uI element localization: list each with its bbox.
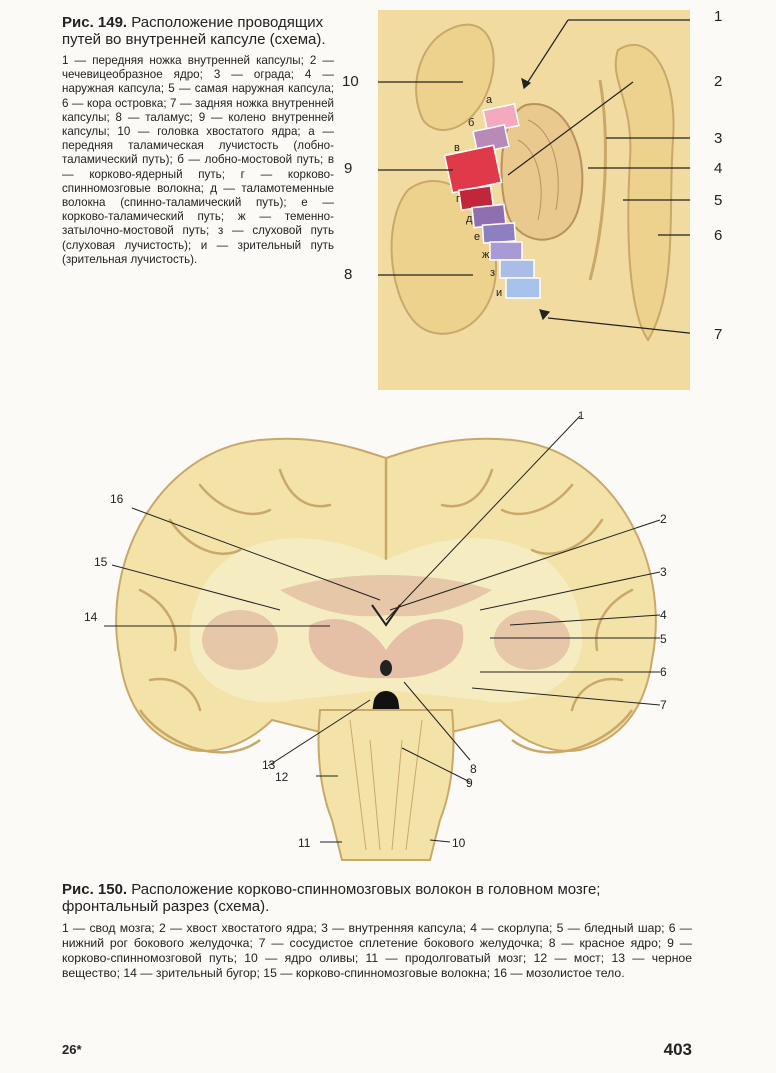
fig150-label-5: 5 xyxy=(660,632,667,646)
fig149-label-7: 7 xyxy=(714,326,723,343)
page-footer xyxy=(62,1040,692,1064)
frontal-brain-section-diagram xyxy=(80,410,692,880)
figure-150-title-text: Расположение корково-спинномозговых волокон в головном мозге; фронтальный разрез (схема). xyxy=(62,881,601,915)
fig149-label-9: 9 xyxy=(344,160,353,177)
tract-letter: в xyxy=(454,142,460,154)
figure-149-caption xyxy=(62,14,334,267)
fig150-label-14: 14 xyxy=(84,610,98,624)
tract-letter: б xyxy=(468,117,475,129)
tract-letter: ж xyxy=(482,249,490,261)
fig150-label-10: 10 xyxy=(452,836,466,850)
tract-letter: д xyxy=(466,213,473,225)
tract-block xyxy=(500,260,534,278)
tract-block xyxy=(482,223,515,243)
tract-letter: а xyxy=(486,94,493,106)
figure-150-title xyxy=(62,881,692,915)
fig150-label-7: 7 xyxy=(660,698,667,712)
fig150-label-15: 15 xyxy=(94,555,108,569)
figure-149-title xyxy=(62,14,334,48)
printer-signature: 26* xyxy=(62,1042,82,1057)
fig149-label-10: 10 xyxy=(342,73,359,90)
fig150-label-9: 9 xyxy=(466,776,473,790)
fig150-label-8: 8 xyxy=(470,762,477,776)
fig149-label-8: 8 xyxy=(344,266,353,283)
page-number: 403 xyxy=(663,1040,692,1059)
fig149-label-1: 1 xyxy=(714,8,723,25)
figure-149-illustration xyxy=(378,10,690,390)
figure-150-caption xyxy=(62,881,692,981)
fig150-label-11: 11 xyxy=(298,836,311,850)
fig150-label-13: 13 xyxy=(262,758,276,772)
fig149-label-6: 6 xyxy=(714,227,723,244)
figure-149-legend: 1 — передняя ножка внутренней капсулы; 2 — чечевицеобразное ядро; 3 — ограда; 4 — наружная капсула; 5 — самая наружная капсула; 6 — кора островка; 7 — задняя ножка внутренней капсулы; 8 — таламус; 9 — колено внутренней капсулы; 10 — головка хвостатого ядра; а — передняя таламическая лучистость (лобно-таламический путь); б — лобно-мостовой путь; в — корково-ядерный путь; г — корково-спинномозговые волокна; д — таламотеменные волокна (спинно-таламический путь); е — корково-таламический путь; ж — теменно-затылочно-мостовой путь; з — слуховой путь (слуховая лучистость); и — зрительный путь (зрительная лучистость). xyxy=(62,54,334,266)
figure-149-title-text: Расположение проводящих путей во внутренней капсуле (схема). xyxy=(62,14,326,48)
tract-letter: з xyxy=(490,267,496,279)
fig149-label-5: 5 xyxy=(714,192,723,209)
fig150-label-16: 16 xyxy=(110,492,124,506)
internal-capsule-diagram xyxy=(378,10,690,390)
figure-150-illustration xyxy=(80,410,692,880)
fig150-label-2: 2 xyxy=(660,512,667,526)
tract-block xyxy=(506,278,540,298)
figure-149-label: Рис. 149. xyxy=(62,14,128,31)
figure-150-legend: 1 — свод мозга; 2 — хвост хвостатого ядра; 3 — внутренняя капсула; 4 — скорлупа; 5 — бледный шар; 6 — нижний рог бокового желудочка; 7 — сосудистое сплетение бокового желудочка; 8 — красное ядро; 9 — корково-спинномозговой путь; 10 — ядро оливы; 11 — продолговатый мозг; 12 — мост; 13 — черное вещество; 14 — зрительный бугор; 15 — корково-спинномозговые волокна; 16 — мозолистое тело. xyxy=(62,921,692,980)
tract-letter: г xyxy=(456,193,461,205)
fig150-label-6: 6 xyxy=(660,665,667,679)
fig150-label-4: 4 xyxy=(660,608,667,622)
fig150-label-12: 12 xyxy=(275,770,289,784)
fig150-label-3: 3 xyxy=(660,565,667,579)
tract-letter: е xyxy=(474,231,481,243)
fig149-label-4: 4 xyxy=(714,160,723,177)
tract-block xyxy=(490,242,522,260)
fig150-label-1: 1 xyxy=(578,410,585,422)
fig149-label-2: 2 xyxy=(714,73,723,90)
fig149-label-3: 3 xyxy=(714,130,723,147)
tract-letter: и xyxy=(496,287,503,299)
figure-150-label: Рис. 150. xyxy=(62,881,128,898)
